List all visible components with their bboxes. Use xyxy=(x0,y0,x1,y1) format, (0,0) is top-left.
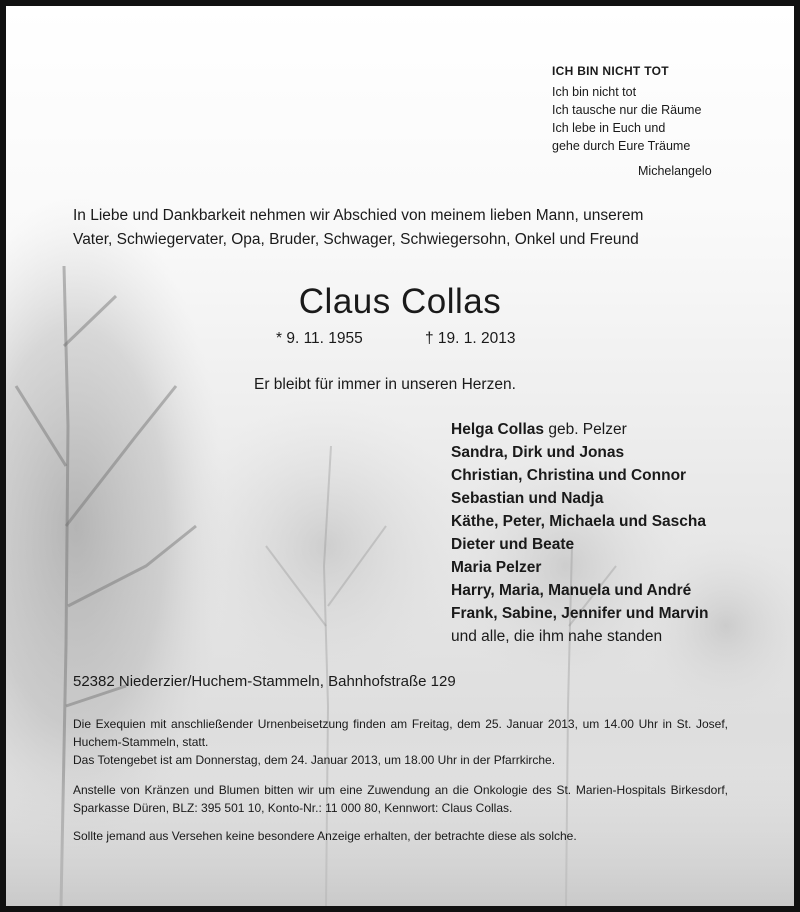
mourner-line: Frank, Sabine, Jennifer und Marvin xyxy=(451,605,709,622)
mourner-line: Käthe, Peter, Michaela und Sascha xyxy=(451,513,706,530)
poem-line: gehe durch Eure Träume xyxy=(552,139,691,153)
apology-notice: Sollte jemand aus Versehen keine besondere Anzeige erhalten, der betrachte diese als solche. xyxy=(73,829,577,843)
poem-author: Michelangelo xyxy=(638,164,712,178)
family-address: 52382 Niederzier/Huchem-Stammeln, Bahnhofstraße 129 xyxy=(73,673,456,690)
mourner-name: Helga Collas xyxy=(451,421,545,438)
deceased-name: Claus Collas xyxy=(298,282,502,321)
mourner-line: Harry, Maria, Manuela und André xyxy=(451,582,692,599)
mourner-line: Dieter und Beate xyxy=(451,536,575,553)
intro-text-line: In Liebe und Dankbarkeit nehmen wir Abschied von meinem lieben Mann, unserem xyxy=(73,207,644,224)
death-date: † 19. 1. 2013 xyxy=(425,330,516,347)
mourner-line: Maria Pelzer xyxy=(451,559,542,576)
mourner-maiden-name: geb. Pelzer xyxy=(544,421,627,438)
mourner-line xyxy=(451,421,627,439)
mourner-line: Sebastian und Nadja xyxy=(451,490,604,507)
poem-line: Ich lebe in Euch und xyxy=(552,121,666,135)
prayer-notice: Das Totengebet ist am Donnerstag, dem 24. Januar 2013, um 18.00 Uhr in der Pfarrkirche. xyxy=(73,753,556,767)
poem-line: Ich bin nicht tot xyxy=(552,85,637,99)
mourner-line: Sandra, Dirk und Jonas xyxy=(451,444,625,461)
donation-notice: Anstelle von Kränzen und Blumen bitten wir um eine Zuwendung an die Onkologie des St. Marien-Hospitals Birkesdorf, Sparkasse Düren, BLZ: 395 501 10, Konto-Nr.: 11 000 80, Kennwort: Claus Collas. xyxy=(73,783,728,815)
birth-date: * 9. 11. 1955 xyxy=(276,330,363,347)
funeral-service-notice: Die Exequien mit anschließender Urnenbeisetzung finden am Freitag, dem 25. Januar 2013, um 14.00 Uhr in St. Josef, Huchem-Stammeln, statt. xyxy=(73,717,728,749)
mourner-line: Christian, Christina und Connor xyxy=(451,467,687,484)
poem-title: ICH BIN NICHT TOT xyxy=(552,64,669,78)
memorial-tagline: Er bleibt für immer in unseren Herzen. xyxy=(254,376,516,393)
mourner-closing: und alle, die ihm nahe standen xyxy=(451,628,663,645)
intro-text-line: Vater, Schwiegervater, Opa, Bruder, Schwager, Schwiegersohn, Onkel und Freund xyxy=(73,231,639,248)
poem-line: Ich tausche nur die Räume xyxy=(552,103,702,117)
